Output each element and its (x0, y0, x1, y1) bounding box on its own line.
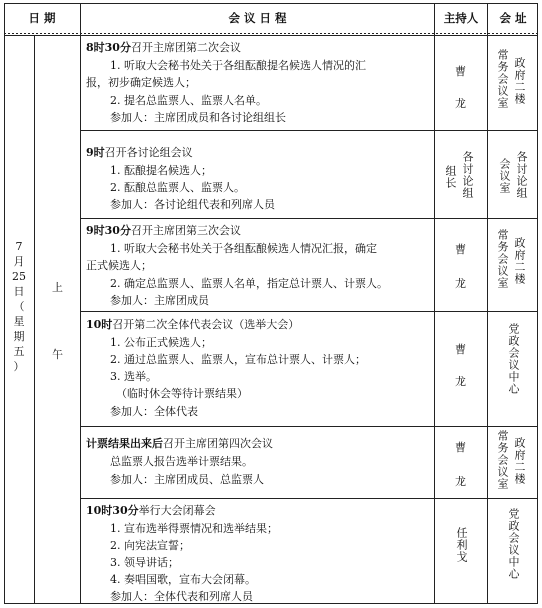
host-name: 曹 (455, 65, 466, 78)
session-line: 1. 酝酿提名候选人； (110, 164, 212, 177)
host-text: 各讨论组 (461, 151, 474, 199)
date-char: 7 (15, 240, 23, 253)
host-name: 龙 (455, 475, 466, 488)
session-line: 2. 通过总监票人、监票人，宣布总计票人、计票人； (110, 353, 366, 366)
session-line: 2. 向宪法宣誓； (110, 539, 190, 552)
host-name: 曹 (455, 441, 466, 454)
session-line: 正式候选人； (86, 259, 152, 272)
session-heading (86, 144, 193, 161)
venue-text: 党政会议中心 (507, 508, 520, 580)
date-char: 五 (13, 345, 25, 358)
host-name: 曹 (455, 243, 466, 256)
session-participants: 参加人：全体代表 (110, 405, 198, 418)
session-participants: 参加人：主席团成员和各讨论组组长 (110, 111, 286, 124)
session-line: 报，初步确定候选人； (86, 76, 196, 89)
session-line: 2. 提名总监票人、监票人名单。 (110, 94, 267, 107)
host-name: 龙 (455, 97, 466, 110)
session-line: 1. 公布正式候选人； (110, 336, 212, 349)
venue-text: 政府二楼 (513, 237, 526, 285)
session-line: 1. 宣布选举得票情况和选举结果； (110, 522, 278, 535)
host-name: 龙 (455, 277, 466, 290)
schedule-table (4, 3, 538, 604)
session-participants: 参加人：主席团成员 (110, 294, 209, 307)
session-title: 召开主席团第四次会议 (163, 437, 273, 450)
session-heading (86, 222, 241, 239)
venue-text: 会议室 (498, 158, 511, 194)
date-char: 期 (13, 330, 25, 343)
session-heading (86, 316, 299, 333)
date-cell (4, 239, 34, 374)
session-heading (86, 39, 241, 56)
session-title: 召开主席团第三次会议 (130, 224, 241, 237)
date-char: 月 (13, 255, 25, 268)
venue-text: 各讨论组 (515, 151, 528, 199)
session-heading (86, 435, 273, 452)
session-participants: 参加人：各讨论组代表和列席人员 (110, 198, 275, 211)
period-bottom: 午 (52, 348, 63, 361)
venue-text: 常务会议室 (496, 430, 509, 490)
session-time: 8时30分 (86, 41, 131, 54)
session-line: 总监票人报告选举计票结果。 (110, 455, 253, 468)
session-line: 3. 领导讲话； (110, 556, 179, 569)
session-line: 1. 听取大会秘书处关于各组酝酿候选人情况汇报，确定 (110, 242, 377, 255)
session-time: 10时30分 (86, 504, 139, 517)
host-name: 曹 (455, 343, 466, 356)
header-venue: 会 址 (499, 11, 527, 25)
venue-text: 政府二楼 (513, 57, 526, 105)
session-title: 召开第二次全体代表会议（选举大会） (112, 318, 300, 331)
venue-text: 党政会议中心 (507, 323, 520, 395)
header-date: 日 期 (28, 11, 56, 25)
session-time: 9时30分 (86, 224, 131, 237)
date-char: （ (13, 300, 25, 313)
host-name: 龙 (455, 375, 466, 388)
session-time: 9时 (86, 146, 105, 159)
host-text: 组长 (444, 165, 457, 189)
venue-text: 常务会议室 (496, 49, 509, 109)
session-line: 1. 听取大会秘书处关于各组酝酿提名候选人情况的汇 (110, 59, 366, 72)
session-time: 计票结果出来后 (86, 437, 163, 450)
session-line: 3. 选举。 (110, 370, 157, 383)
header-host: 主持人 (443, 11, 479, 25)
session-title: 召开主席团第二次会议 (130, 41, 241, 54)
date-char: 星 (13, 315, 25, 328)
session-line: 2. 确定总监票人、监票人名单，指定总计票人、计票人。 (110, 277, 388, 290)
session-note: （临时休会等待计票结果） (116, 387, 248, 400)
date-char: 25 (12, 270, 26, 283)
host-text: 任利戈 (455, 527, 468, 563)
venue-text: 政府二楼 (513, 437, 526, 485)
session-line: 4. 奏唱国歌，宣布大会闭幕。 (110, 573, 256, 586)
session-participants: 参加人：主席团成员、总监票人 (110, 473, 264, 486)
date-char: ） (13, 360, 25, 373)
session-title: 举行大会闭幕会 (138, 504, 216, 517)
session-heading (86, 502, 216, 519)
period-top: 上 (52, 281, 63, 294)
session-participants: 参加人：全体代表和列席人员 (110, 590, 253, 603)
table-grid (4, 3, 538, 604)
venue-text: 常务会议室 (496, 229, 509, 289)
session-line: 2. 酝酿总监票人、监票人。 (110, 181, 245, 194)
date-char: 日 (13, 285, 25, 298)
session-title: 召开各讨论组会议 (104, 146, 193, 159)
session-time: 10时 (86, 318, 113, 331)
header-agenda: 会 议 日 程 (228, 11, 287, 25)
